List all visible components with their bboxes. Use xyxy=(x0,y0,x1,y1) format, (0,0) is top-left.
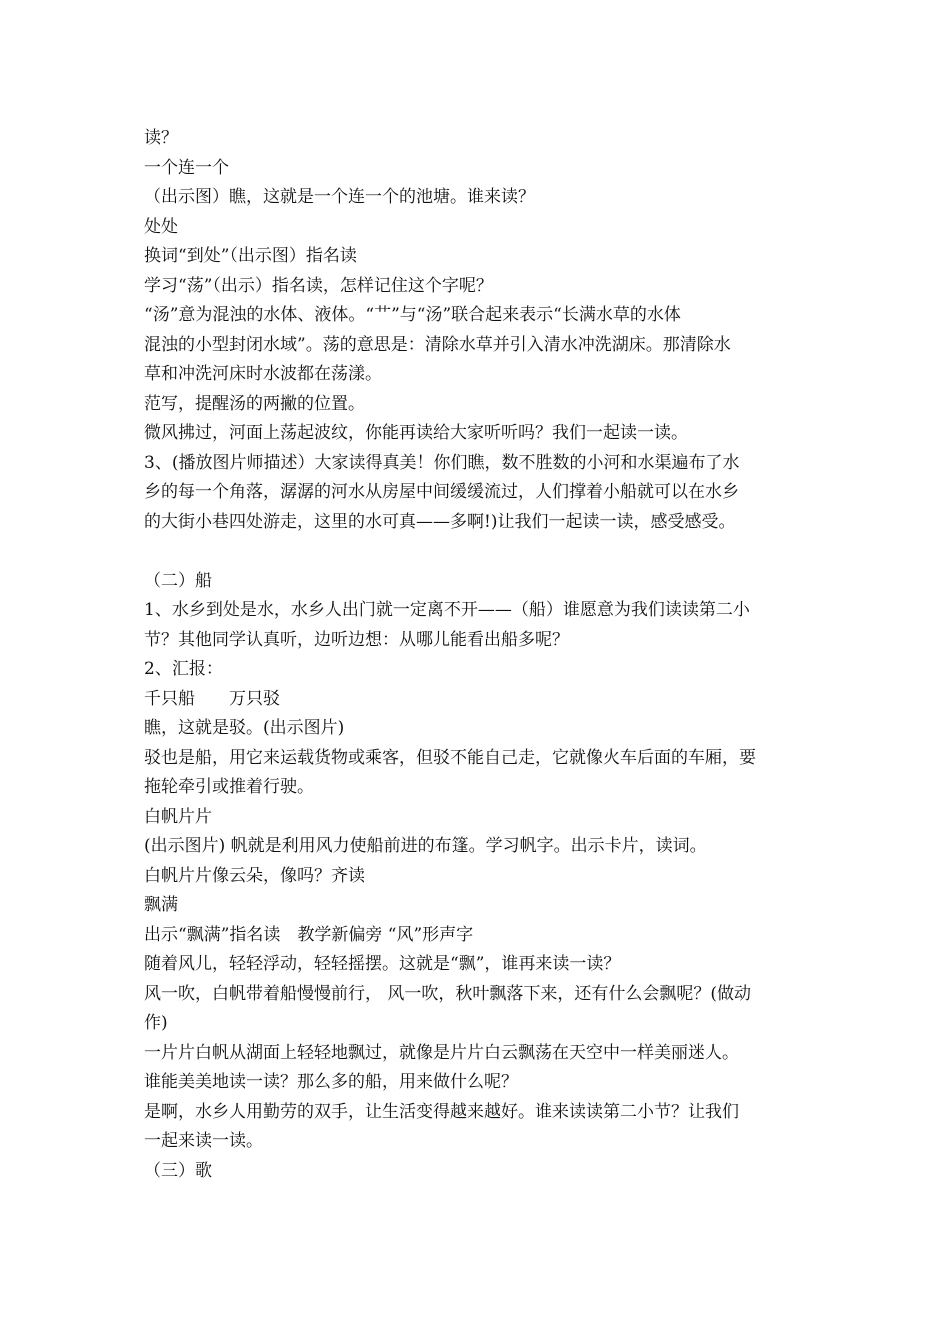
text-line: （出示图）瞧，这就是一个连一个的池塘。谁来读？ xyxy=(144,187,535,207)
text-line: 处处 xyxy=(144,216,178,237)
text-line: 一片片白帆从湖面上轻轻地飘过，就像是片片白云飘荡在天空中一样美丽迷人。 xyxy=(144,1042,739,1063)
text-line: 一个连一个 xyxy=(144,157,229,178)
text-line: 飘满 xyxy=(144,895,178,915)
text-line: (出示图片) 帆就是利用风力使船前进的布篷。学习帆字。出示卡片，读词。 xyxy=(144,836,707,856)
section-heading: （二）船 xyxy=(144,570,212,591)
text-line: 驳也是船，用它来运载货物或乘客，但驳不能自己走，它就像火车后面的车厢，要 xyxy=(144,747,756,768)
text-line: 1、水乡到处是水，水乡人出门就一定离不开——（船）谁愿意为我们读读第二小 xyxy=(144,600,750,620)
text-line: 千只船 万只驳 xyxy=(144,688,280,709)
text-line: 乡的每一个角落，潺潺的河水从房屋中间缓缓流过，人们撑着小船就可以在水乡 xyxy=(144,482,739,502)
section-heading: （三）歌 xyxy=(144,1160,212,1181)
text-line: 3、(播放图片师描述）大家读得真美！你们瞧，数不胜数的小河和水渠遍布了水 xyxy=(144,452,740,473)
text-line: 瞧，这就是驳。(出示图片) xyxy=(144,718,345,738)
text-line: 白帆片片像云朵，像吗？齐读 xyxy=(144,865,365,886)
text-line: 作) xyxy=(144,1013,168,1033)
text-line: 拖轮牵引或推着行驶。 xyxy=(144,777,314,797)
text-line: 的大街小巷四处游走，这里的水可真——多啊!)让我们一起读一读，感受感受。 xyxy=(144,511,736,532)
text-line: 是啊，水乡人用勤劳的双手，让生活变得越来越好。谁来读读第二小节？让我们 xyxy=(144,1101,739,1122)
text-line: 范写，提醒汤的两撇的位置。 xyxy=(144,393,365,414)
text-line: 2、汇报： xyxy=(144,659,223,679)
text-line: 出示“飘满”指名读 教学新偏旁 “风”形声字 xyxy=(144,924,474,945)
text-line: 风一吹，白帆带着船慢慢前行， 风一吹，秋叶飘落下来，还有什么会飘呢？(做动 xyxy=(144,983,752,1004)
document-body xyxy=(144,124,812,1186)
text-line: 读？ xyxy=(144,128,178,148)
text-line: 混浊的小型封闭水域”。荡的意思是：清除水草并引入清水冲洗湖床。那清除水 xyxy=(144,334,731,355)
text-line: 随着风儿，轻轻浮动，轻轻摇摆。这就是“飘”，谁再来读一读？ xyxy=(144,954,621,974)
text-line: 谁能美美地读一读？那么多的船，用来做什么呢？ xyxy=(144,1072,518,1092)
text-line: 草和冲洗河床时水波都在荡漾。 xyxy=(144,364,382,384)
text-line: 换词“到处”（出示图）指名读 xyxy=(144,246,357,266)
blank-line xyxy=(144,537,812,567)
text-line: “汤”意为混浊的水体、液体。“艹”与“汤”联合起来表示“长满水草的水体 xyxy=(144,305,681,325)
text-line: 微风拂过，河面上荡起波纹，你能再读给大家听听吗？我们一起读一读。 xyxy=(144,423,688,443)
text-line: 学习“荡”（出示）指名读，怎样记住这个字呢？ xyxy=(144,275,493,296)
text-line: 一起来读一读。 xyxy=(144,1131,263,1151)
text-line: 白帆片片 xyxy=(144,806,212,827)
text-line: 节？其他同学认真听，边听边想：从哪儿能看出船多呢？ xyxy=(144,629,569,650)
